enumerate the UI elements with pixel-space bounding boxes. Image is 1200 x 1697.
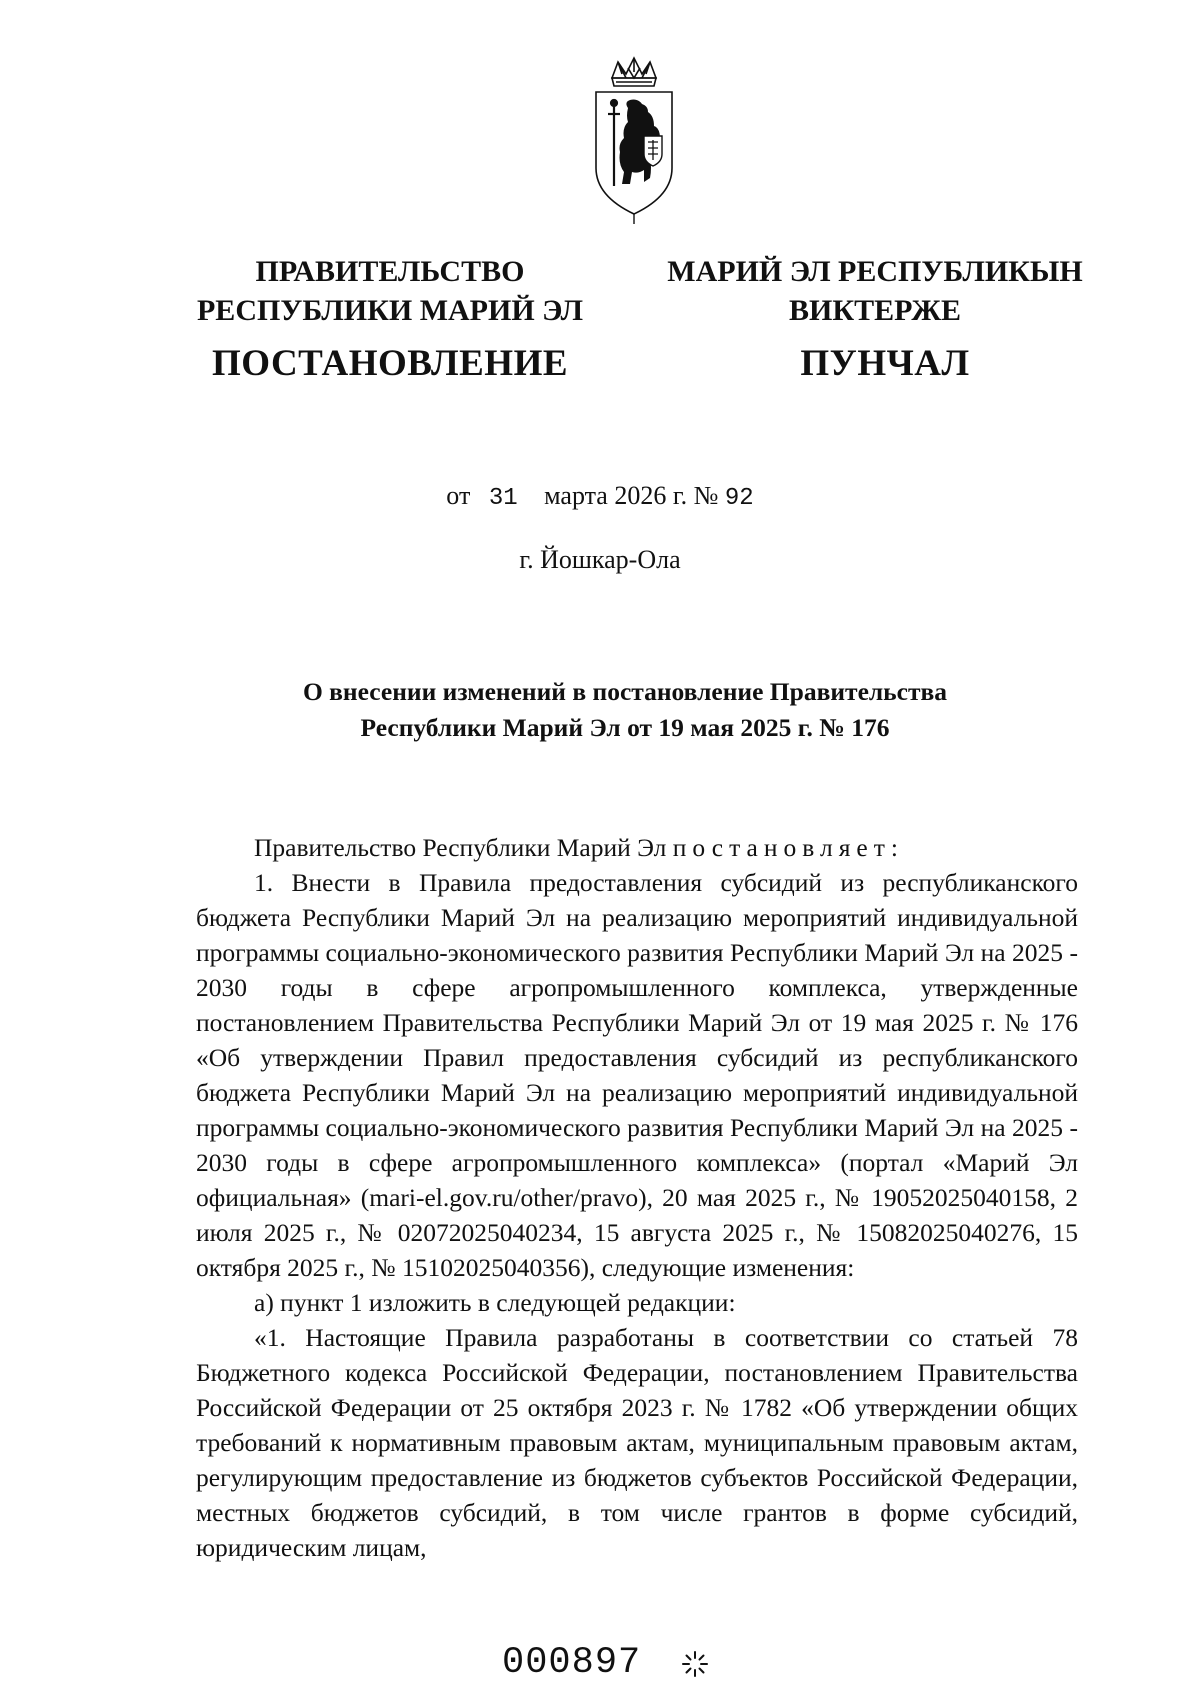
header-right-line1: МАРИЙ ЭЛ РЕСПУБЛИКЫН	[667, 255, 1083, 288]
document-body	[196, 830, 1078, 1565]
paragraph-2: а) пункт 1 изложить в следующей редакции:	[254, 1288, 736, 1317]
subject-line2: Республики Марий Эл от 19 мая 2025 г. № 176	[360, 713, 890, 742]
paragraph-1: 1. Внести в Правила предоставления субсидий из республиканского бюджета Республики Марий Эл на реализацию мероприятий индивидуальной программы социально-экономического развития Республики Марий Эл на 2025 - 2030 годы в сфере агропромышленного комплекса, утвержденные постановлением Правительства Республики Марий Эл от 19 мая 2025 г. № 176 «Об утверждении Правил предоставления субсидий из республиканского бюджета Республики Марий Эл на реализацию мероприятий индивидуальной программы социально-экономического развития Республики Марий Эл на 2025 - 2030 годы в сфере агропромышленного комплекса» (портал «Марий Эл официальная» (mari-el.gov.ru/other/pravo), 20 мая 2025 г., № 19052025040158, 2 июля 2025 г., № 02072025040234, 15 августа 2025 г., № 15082025040276, 15 октября 2025 г., № 15102025040356), следующие изменения:	[196, 868, 1078, 1282]
header-left-line1: ПРАВИТЕЛЬСТВО	[255, 255, 525, 288]
doc-title-ru: ПОСТАНОВЛЕНИЕ	[211, 343, 569, 384]
sparkle-mark-icon	[680, 1649, 710, 1679]
subject-line1: О внесении изменений в постановление Правительства	[302, 677, 948, 706]
coat-of-arms-mari-el-icon	[588, 56, 680, 226]
doc-number: 92	[724, 485, 754, 512]
header-right-line2: ВИКТЕРЖЕ	[788, 294, 962, 327]
city: г. Йошкар-Ола	[519, 545, 681, 574]
intro-verb: постановляет:	[672, 833, 904, 862]
serial-number: 000897	[502, 1642, 642, 1684]
doc-title-mari: ПУНЧАЛ	[800, 343, 970, 384]
date-prefix: от	[446, 481, 471, 510]
paragraph-3: «1. Настоящие Правила разработаны в соответствии со статьей 78 Бюджетного кодекса Российской Федерации, постановлением Правительства Российской Федерации от 25 октября 2023 г. № 1782 «Об утверждении общих требований к нормативным правовым актам, муниципальным правовым актам, регулирующим предоставление из бюджетов субъектов Российской Федерации, местных бюджетов субсидий, в том числе грантов в форме субсидий, юридическим лицам,	[196, 1323, 1078, 1562]
header-right	[660, 252, 1090, 330]
intro-paragraph	[196, 830, 1078, 865]
date-month-year: марта 2026 г. №	[544, 481, 719, 510]
intro-text: Правительство Республики Марий Эл	[254, 833, 667, 862]
header-left-line2: РЕСПУБЛИКИ МАРИЙ ЭЛ	[196, 294, 583, 327]
date-day: 31	[488, 485, 518, 512]
header-left	[190, 252, 590, 330]
document-subject	[200, 674, 1050, 746]
date-line	[0, 481, 1200, 512]
